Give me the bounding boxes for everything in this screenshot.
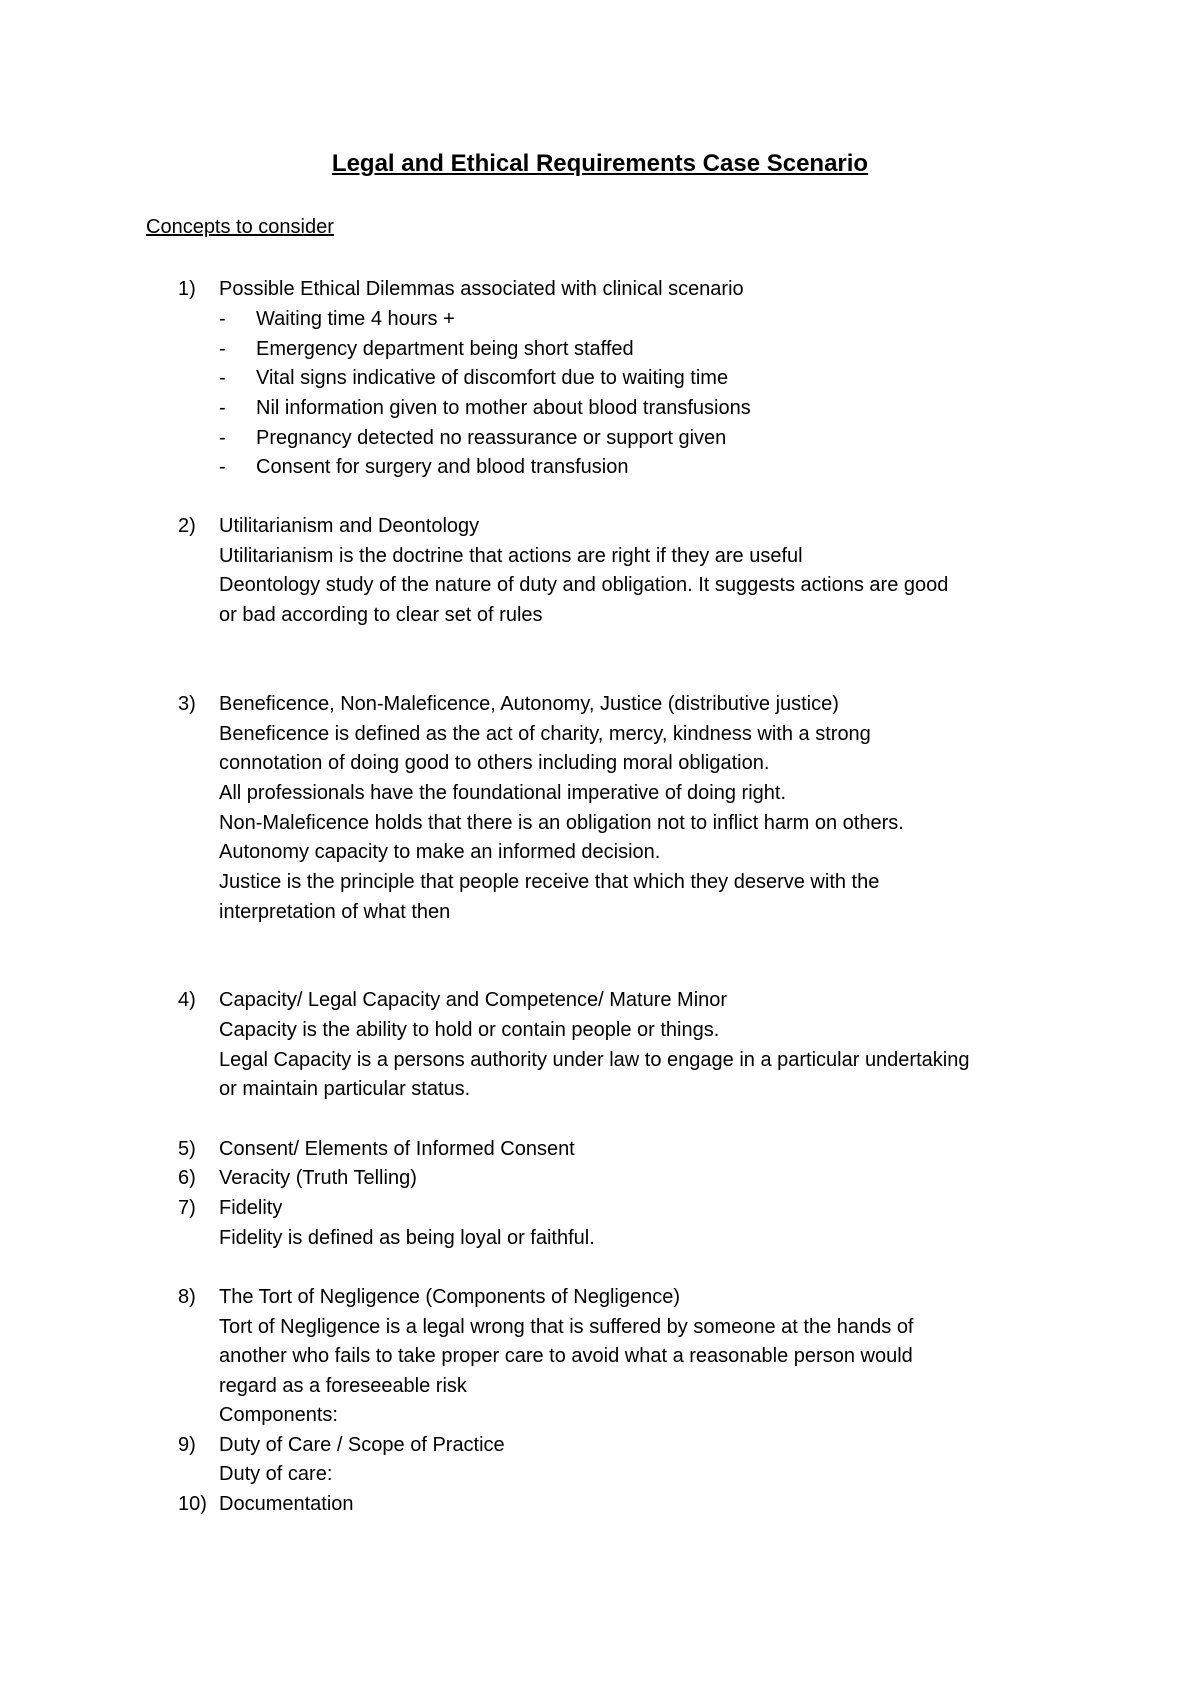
- section-number: 2): [178, 515, 196, 537]
- section-number: 1): [178, 278, 196, 300]
- bullet-item: Consent for surgery and blood transfusion: [256, 456, 629, 478]
- section-line: Fidelity is defined as being loyal or faithful.: [219, 1227, 595, 1249]
- document-title: Legal and Ethical Requirements Case Scenario: [331, 150, 869, 177]
- bullet-item: Waiting time 4 hours +: [256, 308, 455, 330]
- section-line: another who fails to take proper care to avoid what a reasonable person would: [219, 1345, 913, 1367]
- section-line: or bad according to clear set of rules: [219, 604, 543, 626]
- bullet-item: Vital signs indicative of discomfort due to waiting time: [256, 367, 729, 389]
- section-number: 4): [178, 989, 196, 1011]
- section-number: 8): [178, 1286, 196, 1308]
- section-number: 10): [178, 1493, 207, 1515]
- section-heading: Possible Ethical Dilemmas associated with clinical scenario: [219, 278, 744, 300]
- section-heading: Fidelity: [219, 1197, 283, 1219]
- section-heading: Veracity (Truth Telling): [219, 1167, 417, 1189]
- section-line: Capacity is the ability to hold or contain people or things.: [219, 1019, 720, 1041]
- section-line: Legal Capacity is a persons authority under law to engage in a particular undertaking: [219, 1049, 970, 1071]
- document-subtitle: Concepts to consider: [146, 216, 334, 238]
- section-line: connotation of doing good to others including moral obligation.: [219, 752, 770, 774]
- section-heading: Beneficence, Non-Maleficence, Autonomy, Justice (distributive justice): [219, 693, 839, 715]
- section-line: Non-Maleficence holds that there is an obligation not to inflict harm on others.: [219, 812, 904, 834]
- section-line: Beneficence is defined as the act of charity, mercy, kindness with a strong: [219, 723, 871, 745]
- section-line: regard as a foreseeable risk: [219, 1375, 467, 1397]
- section-heading: Documentation: [219, 1493, 354, 1515]
- section-line: Tort of Negligence is a legal wrong that is suffered by someone at the hands of: [219, 1316, 914, 1338]
- bullet-dash: -: [219, 427, 226, 449]
- bullet-dash: -: [219, 367, 226, 389]
- section-heading: Utilitarianism and Deontology: [219, 515, 480, 537]
- section-line: Justice is the principle that people receive that which they deserve with the: [219, 871, 880, 893]
- section-number: 6): [178, 1167, 196, 1189]
- bullet-dash: -: [219, 338, 226, 360]
- bullet-dash: -: [219, 308, 226, 330]
- bullet-dash: -: [219, 456, 226, 478]
- section-number: 3): [178, 693, 196, 715]
- section-line: All professionals have the foundational imperative of doing right.: [219, 782, 787, 804]
- bullet-dash: -: [219, 397, 226, 419]
- section-heading: Duty of Care / Scope of Practice: [219, 1434, 505, 1456]
- section-line: Duty of care:: [219, 1463, 333, 1485]
- section-line: or maintain particular status.: [219, 1078, 471, 1100]
- section-line: Autonomy capacity to make an informed decision.: [219, 841, 661, 863]
- section-number: 7): [178, 1197, 196, 1219]
- section-heading: The Tort of Negligence (Components of Negligence): [219, 1286, 680, 1308]
- section-line: Deontology study of the nature of duty and obligation. It suggests actions are good: [219, 574, 949, 596]
- section-number: 5): [178, 1138, 196, 1160]
- section-number: 9): [178, 1434, 196, 1456]
- bullet-item: Pregnancy detected no reassurance or support given: [256, 427, 727, 449]
- bullet-item: Nil information given to mother about blood transfusions: [256, 397, 751, 419]
- bullet-item: Emergency department being short staffed: [256, 338, 634, 360]
- section-heading: Consent/ Elements of Informed Consent: [219, 1138, 575, 1160]
- section-line: interpretation of what then: [219, 901, 451, 923]
- section-line: Components:: [219, 1404, 338, 1426]
- section-heading: Capacity/ Legal Capacity and Competence/ Mature Minor: [219, 989, 728, 1011]
- section-line: Utilitarianism is the doctrine that actions are right if they are useful: [219, 545, 803, 567]
